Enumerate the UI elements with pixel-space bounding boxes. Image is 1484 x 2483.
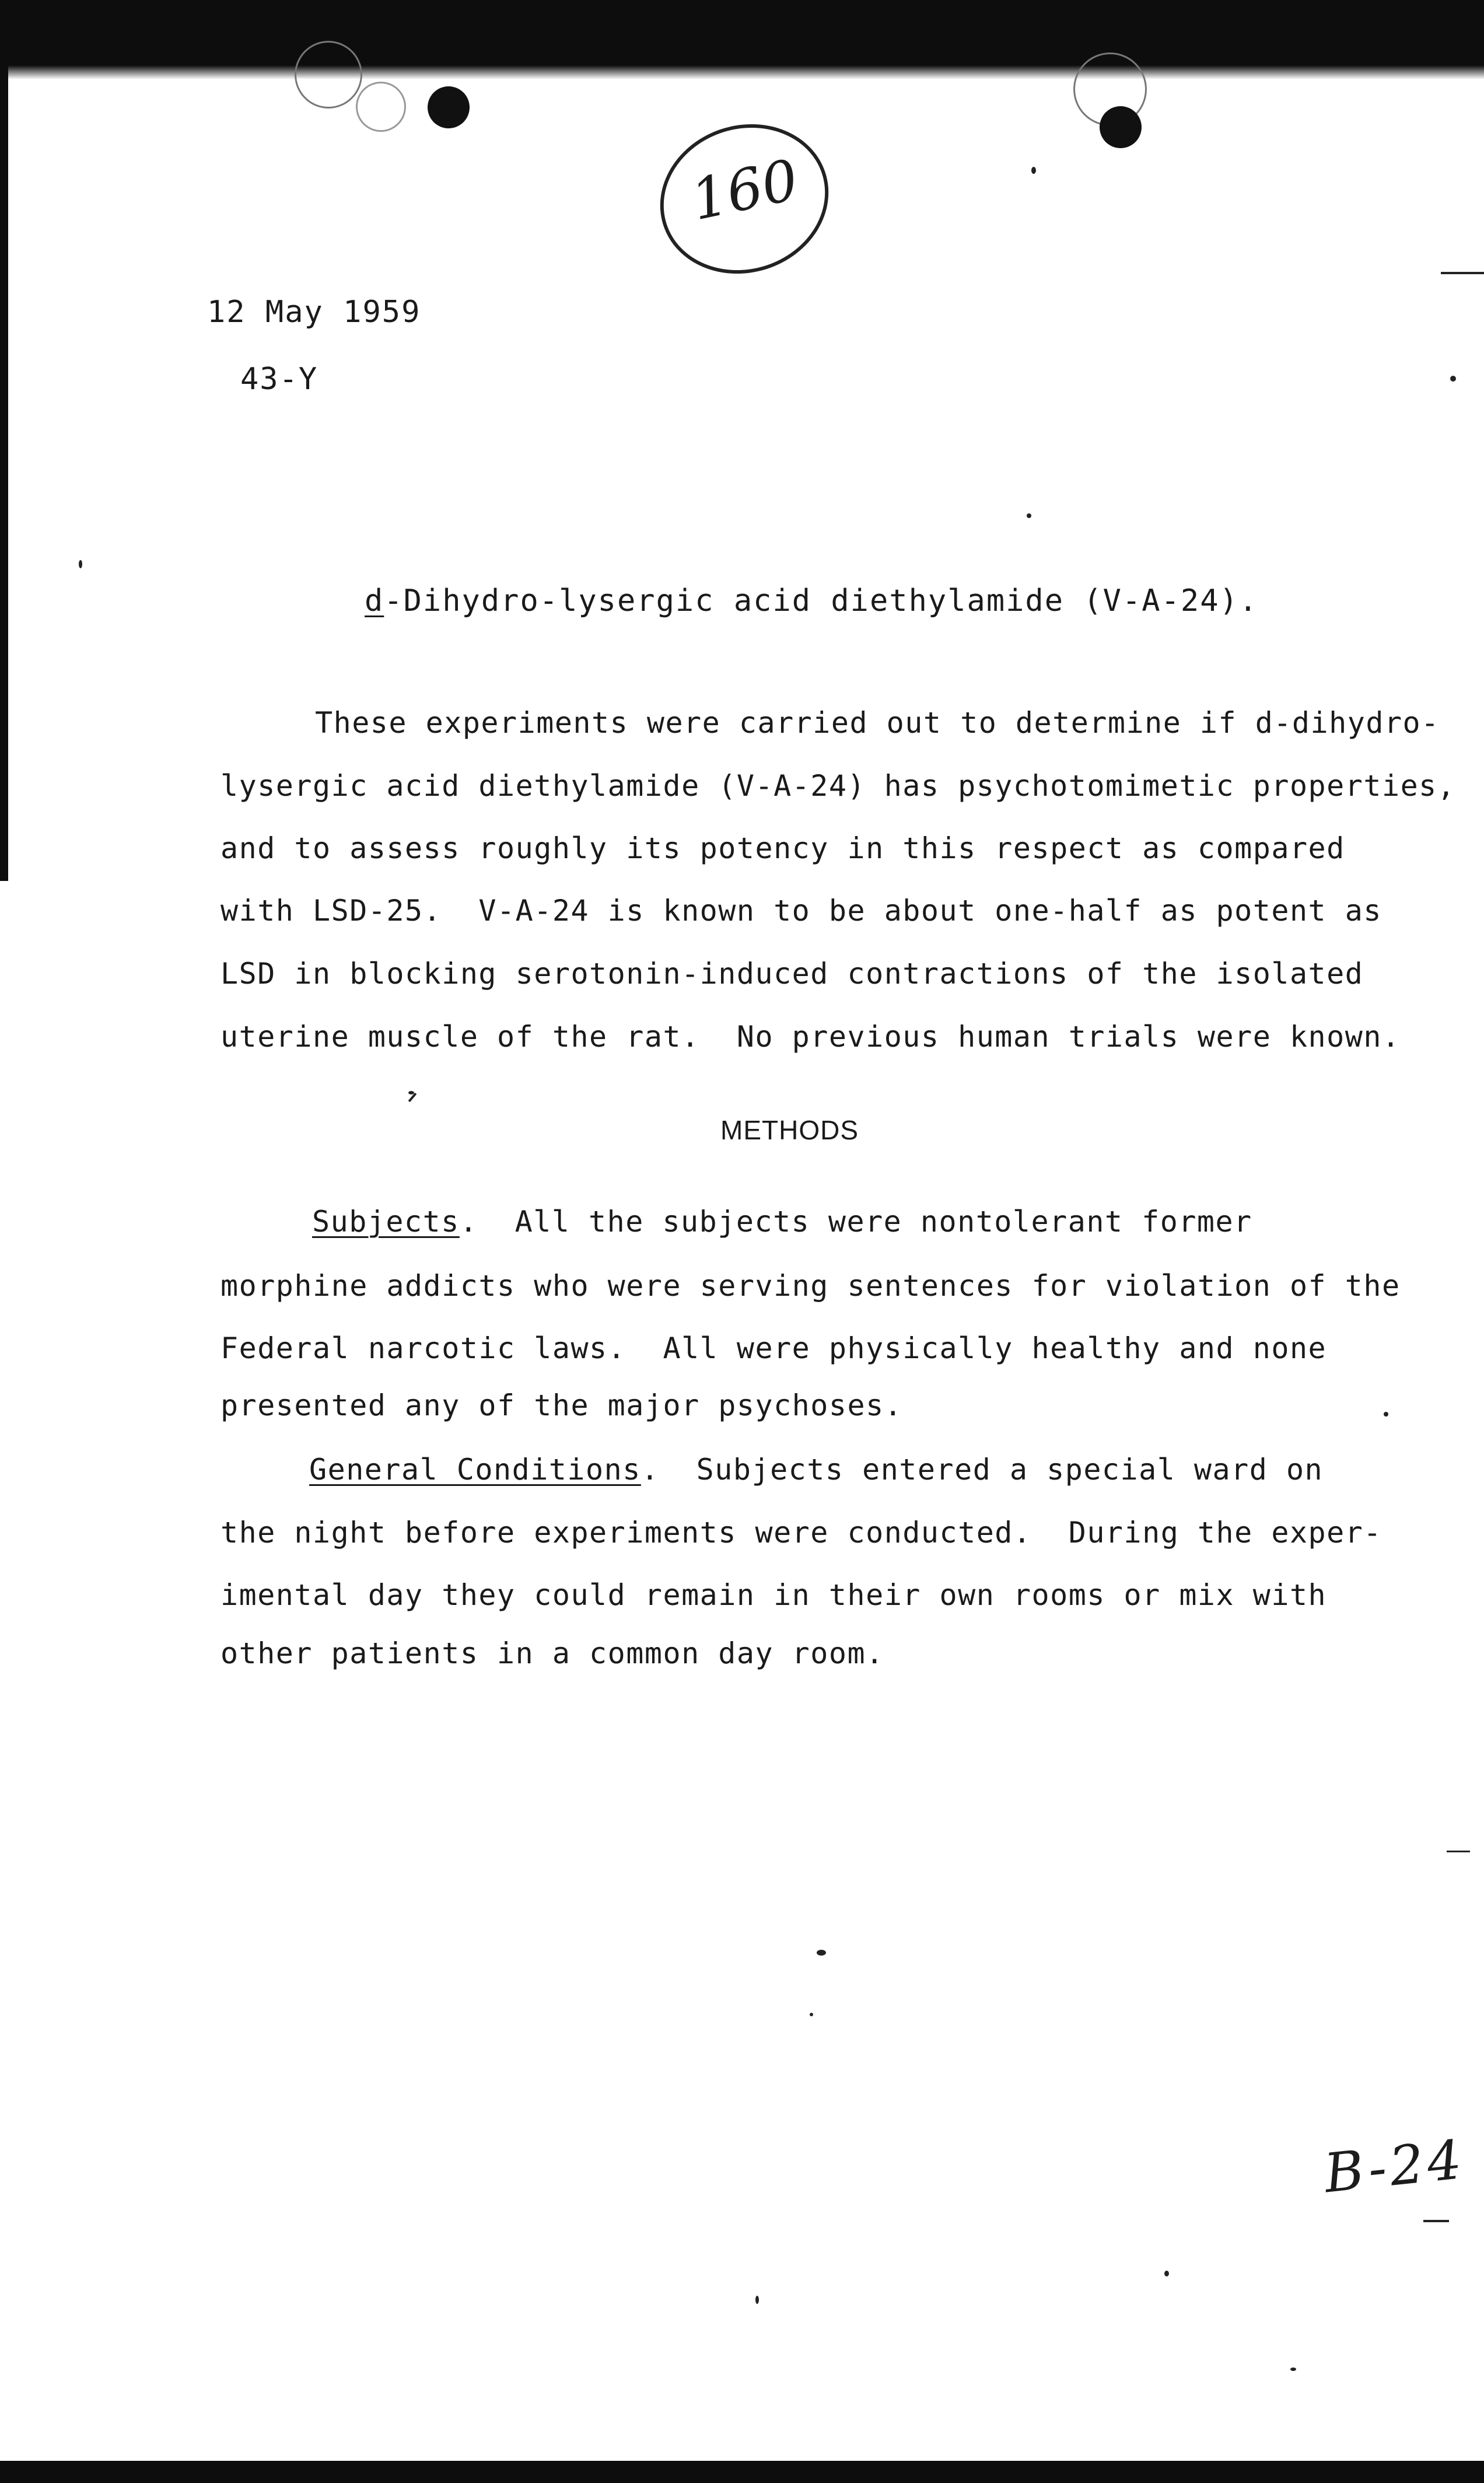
scan-speck <box>1450 376 1456 382</box>
handwritten-page-number: 160 <box>685 146 804 233</box>
file-code: 43-Y <box>240 362 318 397</box>
conditions-label: General Conditions <box>309 1453 641 1487</box>
scan-speck <box>79 560 82 568</box>
title-prefix: d <box>365 583 384 618</box>
scan-speck <box>1164 2271 1169 2276</box>
scan-speck <box>755 2296 759 2304</box>
intro-line: and to assess roughly its potency in this respect as compared <box>220 831 1345 865</box>
methods-heading: METHODS <box>720 1115 859 1145</box>
scan-bottom-border <box>0 2461 1484 2483</box>
subjects-text: . All the subjects were nontolerant former <box>459 1205 1252 1239</box>
title-text: -Dihydro-lysergic acid diethylamide (V-A-24). <box>384 583 1259 618</box>
subjects-label: Subjects <box>312 1205 460 1239</box>
conditions-first-line <box>309 1453 1323 1487</box>
punch-hole-ring-left-2 <box>356 82 406 132</box>
scan-top-shadow <box>0 65 1484 79</box>
punch-hole-right <box>1100 106 1142 148</box>
scan-speck <box>1290 2367 1296 2371</box>
punch-hole-ring-left <box>295 41 362 109</box>
scan-speck <box>1031 167 1036 174</box>
intro-line: with LSD-25. V-A-24 is known to be about one-half as potent as <box>220 894 1382 928</box>
document-date: 12 May 1959 <box>207 295 421 330</box>
intro-line: LSD in blocking serotonin-induced contractions of the isolated <box>220 957 1364 991</box>
intro-line: lysergic acid diethylamide (V-A-24) has psychotomimetic properties, <box>220 769 1456 803</box>
scan-speck <box>1027 513 1031 518</box>
conditions-line: other patients in a common day room. <box>220 1636 884 1670</box>
handwritten-mark: B-24 <box>1321 2128 1468 2205</box>
punch-hole-left <box>428 86 470 128</box>
subjects-first-line <box>312 1205 1252 1239</box>
intro-line: These experiments were carried out to determine if d-dihydro- <box>315 706 1440 740</box>
subjects-line: presented any of the major psychoses. <box>220 1389 903 1422</box>
scan-top-border <box>0 0 1484 65</box>
scan-speck <box>817 1950 826 1956</box>
margin-mark <box>1423 2220 1449 2222</box>
scan-speck <box>1384 1412 1388 1417</box>
conditions-line: the night before experiments were conducted. During the exper- <box>220 1516 1382 1550</box>
intro-line: uterine muscle of the rat. No previous human trials were known. <box>220 1020 1401 1054</box>
margin-mark <box>1441 272 1484 274</box>
margin-mark <box>1447 1851 1470 1852</box>
document-title <box>365 583 1258 618</box>
scan-left-border <box>0 58 8 881</box>
conditions-text: . Subjects entered a special ward on <box>640 1453 1324 1487</box>
conditions-line: imental day they could remain in their own rooms or mix with <box>220 1578 1327 1612</box>
subjects-line: Federal narcotic laws. All were physically healthy and none <box>220 1331 1327 1365</box>
scan-speck <box>810 2013 813 2016</box>
subjects-line: morphine addicts who were serving sentences for violation of the <box>220 1269 1401 1303</box>
